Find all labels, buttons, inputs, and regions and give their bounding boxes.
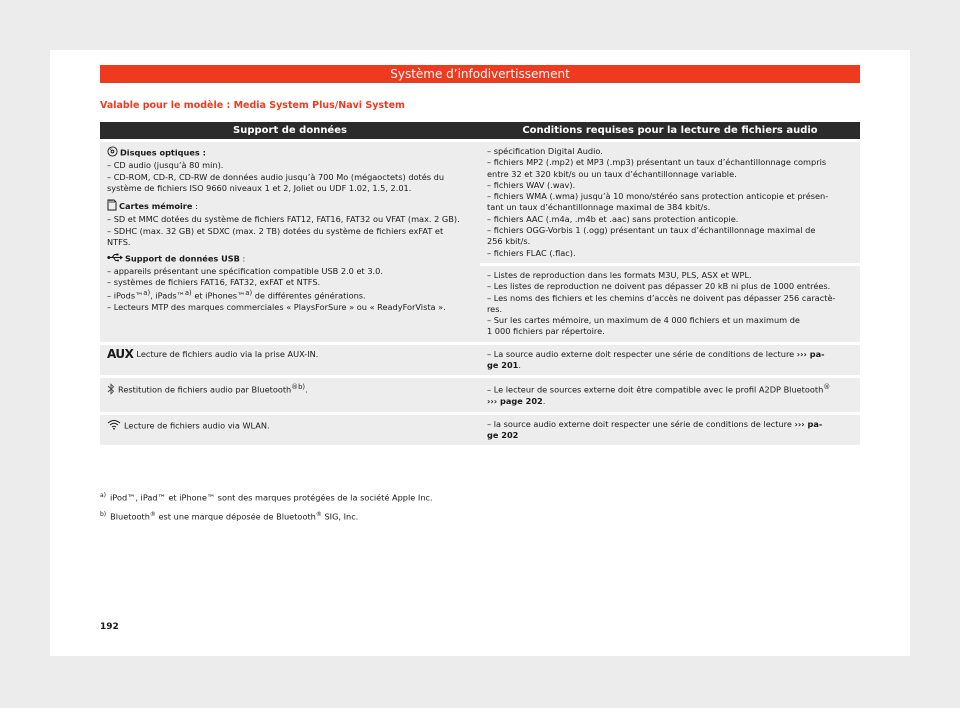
playlist-cell (480, 266, 860, 342)
footnote-mark: b) (100, 510, 107, 518)
text-span: – Le lecteur de sources externe doit être compatible avec le profil A2DP Bluetooth (487, 385, 824, 396)
text-line: – Les noms des fichiers et les chemins d’accès ne doivent pas dépasser 256 caractè- (487, 292, 836, 303)
usb-icon (107, 253, 123, 265)
text-line: 256 kbit/s. (487, 236, 531, 247)
bluetooth-icon (107, 383, 115, 398)
text-span: . (542, 396, 546, 407)
text-line: – SD et MMC dotées du système de fichiers FAT12, FAT16, FAT32 ou VFAT (max. 2 GB). (107, 214, 460, 225)
page-reference: ››› pa- (796, 348, 825, 359)
optical-disc-heading: Disques optiques : (120, 147, 206, 158)
page-reference: ge 201 (487, 360, 519, 371)
text-line: res. (487, 303, 503, 314)
text-line: – SDHC (max. 32 GB) et SDXC (max. 2 TB) dotées du système de fichiers exFAT et (107, 225, 444, 236)
page-reference: ››› pa- (794, 418, 823, 429)
text-line: – appareils présentant une spécification compatible USB 2.0 et 3.0. (107, 265, 383, 276)
column-header-requirements: Conditions requises pour la lecture de fichiers audio (480, 122, 860, 139)
text-line: NTFS. (107, 237, 131, 248)
aux-icon: AUX (107, 346, 134, 361)
media-types-cell (100, 142, 480, 342)
text-line: tant un taux d’échantillonnage maximal de 384 kbit/s. (487, 202, 711, 213)
text-line: – systèmes de fichiers FAT16, FAT32, exFAT et NTFS. (107, 276, 321, 287)
memory-card-group (107, 199, 473, 248)
ipod-line (107, 288, 473, 302)
footnote-text: SIG, Inc. (321, 511, 359, 522)
wlan-requirements-cell (480, 415, 860, 446)
text-line: système de fichiers ISO 9660 niveaux 1 et 2, Joliet ou UDF 1.02, 1.5, 2.01. (107, 182, 412, 193)
footnote-text: Bluetooth (110, 511, 150, 522)
text-line: – fichiers WMA (.wma) jusqu’à 10 mono/stéréo sans protection anticopie et présen- (487, 191, 829, 202)
footnote-b (100, 509, 860, 523)
registered-mark: ® (315, 510, 322, 518)
footnote-ref: b) (298, 383, 306, 392)
text-line: – Les listes de reproduction ne doivent pas dépasser 20 kB ni plus de 1000 entrées. (487, 281, 831, 292)
table-header-row (100, 122, 860, 139)
column-header-media: Support de données (100, 122, 480, 139)
table-row (100, 142, 860, 263)
usb-heading: Support de données USB (125, 254, 240, 265)
footnote-ref: a) (245, 289, 253, 298)
aux-cell (100, 345, 480, 376)
text-span: Restitution de fichiers audio par Bluetooth (118, 385, 292, 396)
text-span: – iPods™ (107, 291, 144, 301)
text-span: . (305, 385, 308, 396)
text-span: de différentes générations. (252, 291, 366, 301)
text-line: – CD audio (jusqu’à 80 min). (107, 160, 224, 171)
memory-card-icon (107, 199, 117, 214)
footnotes (100, 490, 860, 527)
text-line: – fichiers WAV (.wav). (487, 179, 576, 190)
table-row (100, 345, 860, 376)
file-format-cell (480, 142, 860, 263)
colon: : (239, 254, 246, 265)
registered-mark: ® (291, 383, 299, 392)
text-line: – CD-ROM, CD-R, CD-RW de données audio jusqu’à 700 Mo (mégaoctets) dotés du (107, 171, 445, 182)
aux-requirements-cell (480, 345, 860, 376)
text-span: – la source audio externe doit respecter une série de conditions de lecture (487, 418, 795, 429)
footnote-ref: a) (143, 289, 151, 298)
text-span: . (518, 360, 521, 371)
text-line: – Lecteurs MTP des marques commerciales « PlaysForSure » ou « ReadyForVista ». (107, 302, 446, 313)
aux-description: Lecture de fichiers audio via la prise AUX-IN. (136, 348, 319, 359)
text-line: entre 32 et 320 kbit/s ou un taux d’échantillonnage variable. (487, 168, 737, 179)
text-line: – Sur les cartes mémoire, un maximum de 4 000 fichiers et un maximum de (487, 315, 800, 326)
section-header: Système d’infodivertissement (100, 65, 860, 83)
text-line: – fichiers OGG-Vorbis 1 (.ogg) présentant un taux d’échantillonnage maximal de (487, 225, 816, 236)
footnote-text: est une marque déposée de Bluetooth (155, 511, 316, 522)
footnote-ref: a) (184, 289, 192, 298)
text-line: – spécification Digital Audio. (487, 146, 603, 156)
footnote-mark: a) (100, 492, 107, 499)
manual-page (50, 50, 910, 656)
footnote-a (100, 490, 860, 504)
text-line: – fichiers AAC (.m4a, .m4b et .aac) sans protection anticopie. (487, 213, 739, 224)
text-span: et iPhones™ (191, 291, 246, 301)
usb-media-group (107, 253, 473, 313)
audio-media-table (100, 119, 860, 448)
model-applicability: Valable pour le modèle : Media System Plus/Navi System (100, 100, 405, 111)
text-line: – Listes de reproduction dans les formats M3U, PLS, ASX et WPL. (487, 269, 752, 280)
wlan-description: Lecture de fichiers audio via WLAN. (124, 420, 270, 431)
table-row (100, 415, 860, 446)
wlan-cell (100, 415, 480, 446)
text-span: – La source audio externe doit respecter une série de conditions de lecture (487, 348, 797, 359)
wifi-icon (107, 419, 121, 433)
optical-disc-group (107, 146, 473, 194)
text-line: 1 000 fichiers par répertoire. (487, 326, 605, 337)
table-row (100, 378, 860, 411)
page-number: 192 (100, 622, 119, 632)
registered-mark: ® (823, 383, 831, 392)
colon: : (192, 201, 198, 212)
bluetooth-cell (100, 378, 480, 411)
memory-card-heading: Cartes mémoire (119, 201, 193, 212)
page-reference: ge 202 (487, 429, 519, 440)
text-line: – fichiers MP2 (.mp2) et MP3 (.mp3) présentant un taux d’échantillonnage compris (487, 157, 827, 168)
text-line: – fichiers FLAC (.flac). (487, 247, 576, 258)
page-reference: ››› page 202 (487, 396, 543, 407)
registered-mark: ® (149, 510, 156, 518)
footnote-text: iPod™, iPad™ et iPhone™ sont des marques protégées de la société Apple Inc. (110, 492, 433, 503)
bluetooth-requirements-cell (480, 378, 860, 411)
disc-icon (107, 146, 118, 160)
text-span: , iPads™ (150, 291, 185, 301)
